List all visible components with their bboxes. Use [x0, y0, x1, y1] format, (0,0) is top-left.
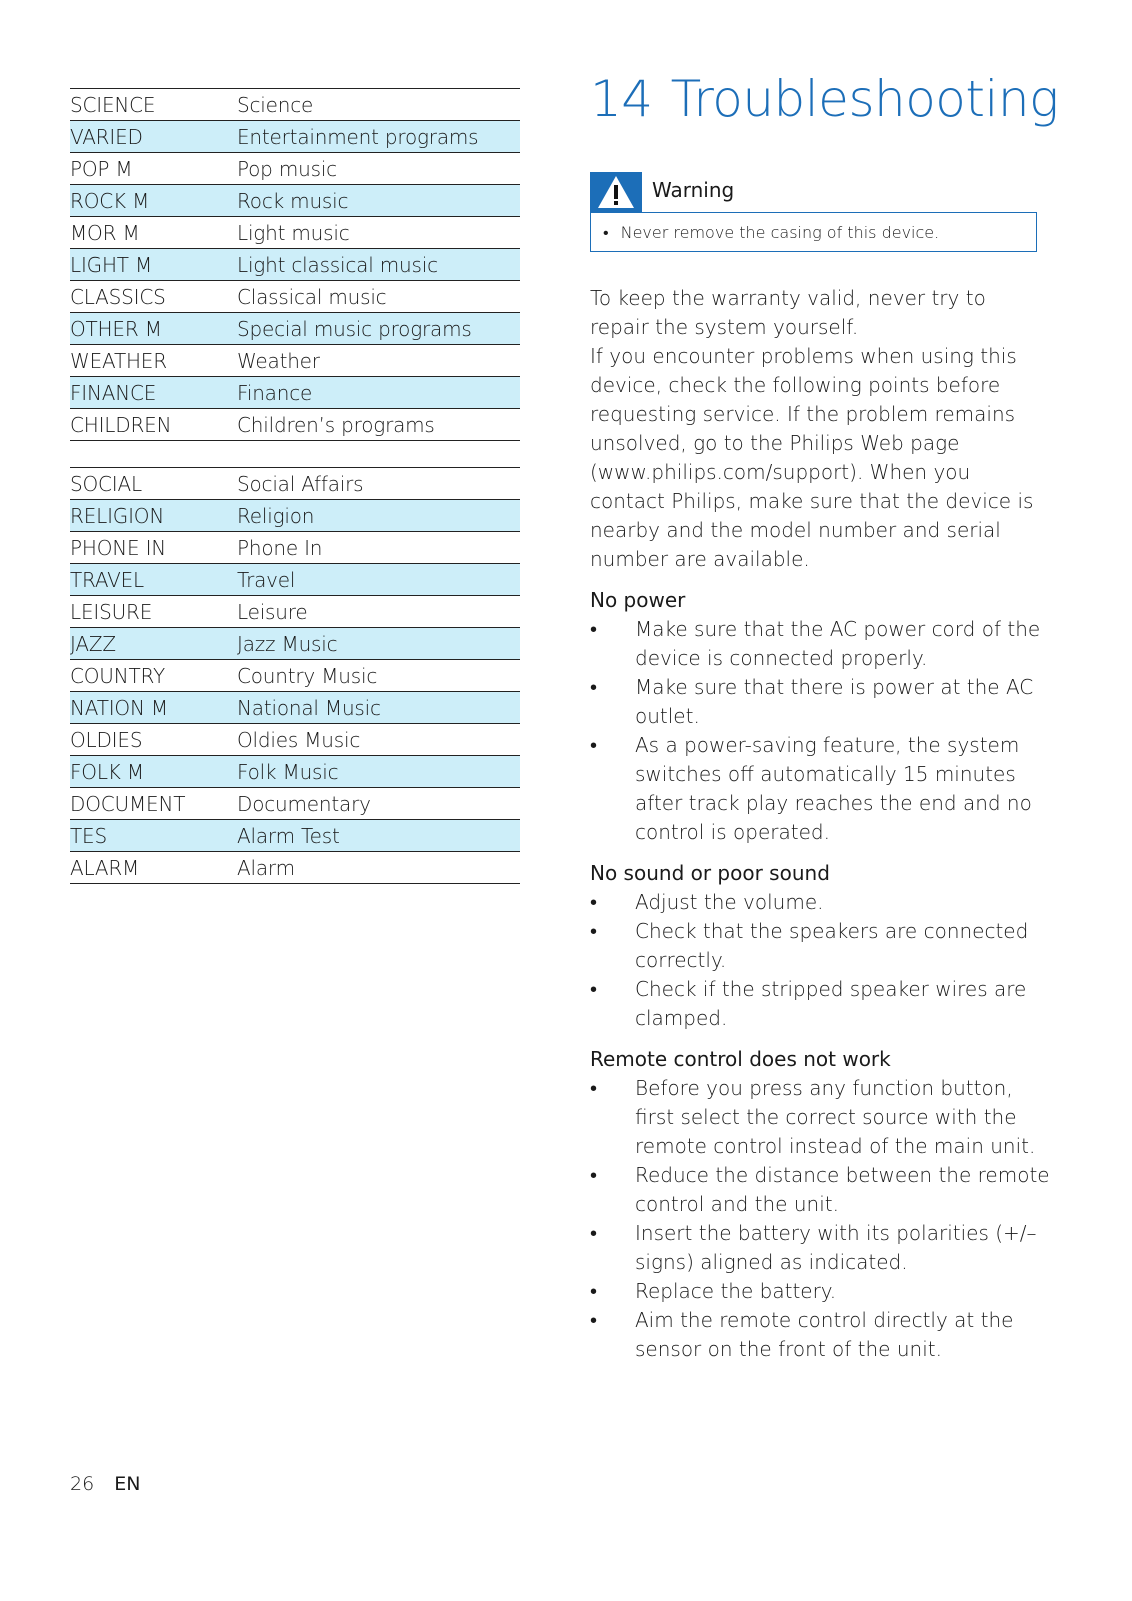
pty-description: Weather — [237, 345, 520, 377]
pty-code: TRAVEL — [70, 564, 237, 596]
list-item: • Insert the battery with its polarities (+/– signs) aligned as indicated. — [590, 1219, 1050, 1277]
page-number: 26 — [70, 1473, 95, 1495]
pty-code: TES — [70, 820, 237, 852]
table-row — [70, 852, 520, 884]
table-row — [70, 377, 520, 409]
chapter-title — [590, 70, 1059, 128]
pty-description: Jazz Music — [237, 628, 520, 660]
intro-paragraph-2: If you encounter problems when using this device, check the following points before requesting service. If the problem remains unsolved, go to the Philips Web page (www.philips.com/support). When you contact Philips, make sure that the device is nearby and the model number and serial number are available. — [590, 344, 1034, 571]
pty-description: Travel — [237, 564, 520, 596]
pty-description: Entertainment programs — [237, 121, 520, 153]
table-row — [70, 185, 520, 217]
table-row — [70, 692, 520, 724]
pty-code: OTHER M — [70, 313, 237, 345]
pty-code: JAZZ — [70, 628, 237, 660]
pty-description: Children’s programs — [237, 409, 520, 441]
intro-text — [590, 284, 1050, 574]
table-row — [70, 788, 520, 820]
table-row — [70, 89, 520, 121]
pty-description: Oldies Music — [237, 724, 520, 756]
list-item: • Replace the battery. — [590, 1277, 1050, 1306]
pty-code: LIGHT M — [70, 249, 237, 281]
pty-code-table — [70, 88, 520, 884]
section-title: No sound or poor sound — [590, 861, 830, 885]
intro-paragraph-1: To keep the warranty valid, never try to repair the system yourself. — [590, 286, 986, 339]
pty-code: NATION M — [70, 692, 237, 724]
pty-code: SOCIAL — [70, 468, 237, 500]
pty-code: FINANCE — [70, 377, 237, 409]
table-row — [70, 121, 520, 153]
pty-code: WEATHER — [70, 345, 237, 377]
pty-description: Religion — [237, 500, 520, 532]
pty-description: Phone In — [237, 532, 520, 564]
chapter-number: 14 — [590, 70, 653, 128]
troubleshooting-sections — [590, 586, 1050, 1364]
warning-triangle-icon — [590, 172, 642, 212]
table-spacer-row — [70, 441, 520, 468]
list-item: • Check if the stripped speaker wires are clamped. — [590, 975, 1050, 1033]
pty-description: Rock music — [237, 185, 520, 217]
warning-header — [590, 172, 1050, 212]
list-item: • Make sure that there is power at the AC outlet. — [590, 673, 1050, 731]
pty-description: Social Affairs — [237, 468, 520, 500]
table-row — [70, 345, 520, 377]
pty-description: Classical music — [237, 281, 520, 313]
pty-code: OLDIES — [70, 724, 237, 756]
table-row — [70, 500, 520, 532]
pty-code: MOR M — [70, 217, 237, 249]
section-bullet-list — [590, 1074, 1050, 1364]
list-item: • Make sure that the AC power cord of the device is connected properly. — [590, 615, 1050, 673]
warning-label: Warning — [652, 178, 735, 202]
pty-code: ROCK M — [70, 185, 237, 217]
section-bullet-list — [590, 615, 1050, 847]
list-item: • Before you press any function button, first select the correct source with the remote control instead of the main unit. — [590, 1074, 1050, 1161]
spacer-cell — [70, 441, 237, 468]
pty-description: Special music programs — [237, 313, 520, 345]
warning-box — [590, 212, 1037, 252]
table-row — [70, 596, 520, 628]
pty-description: Documentary — [237, 788, 520, 820]
table-row — [70, 217, 520, 249]
pty-code: CHILDREN — [70, 409, 237, 441]
pty-code: VARIED — [70, 121, 237, 153]
pty-description: Pop music — [237, 153, 520, 185]
table-row — [70, 532, 520, 564]
warning-item: • Never remove the casing of this device. — [603, 223, 940, 242]
pty-code: CLASSICS — [70, 281, 237, 313]
spacer-cell — [237, 441, 520, 468]
pty-code: PHONE IN — [70, 532, 237, 564]
pty-tables — [70, 88, 520, 884]
pty-code: RELIGION — [70, 500, 237, 532]
table-row — [70, 564, 520, 596]
section-title: No power — [590, 588, 686, 612]
table-row — [70, 628, 520, 660]
pty-code: COUNTRY — [70, 660, 237, 692]
list-item: • As a power-saving feature, the system switches off automatically 15 minutes after track play reaches the end and no control is operated. — [590, 731, 1050, 847]
list-item: • Adjust the volume. — [590, 888, 1050, 917]
table-row — [70, 153, 520, 185]
pty-description: Light music — [237, 217, 520, 249]
pty-description: Finance — [237, 377, 520, 409]
pty-code: DOCUMENT — [70, 788, 237, 820]
pty-description: National Music — [237, 692, 520, 724]
chapter-title-text: Troubleshooting — [670, 70, 1059, 128]
pty-description: Folk Music — [237, 756, 520, 788]
pty-code: ALARM — [70, 852, 237, 884]
pty-description: Leisure — [237, 596, 520, 628]
table-row — [70, 409, 520, 441]
pty-description: Science — [237, 89, 520, 121]
pty-code: LEISURE — [70, 596, 237, 628]
table-row — [70, 468, 520, 500]
table-row — [70, 313, 520, 345]
section-title: Remote control does not work — [590, 1047, 891, 1071]
list-item: • Reduce the distance between the remote control and the unit. — [590, 1161, 1050, 1219]
pty-description: Country Music — [237, 660, 520, 692]
pty-description: Alarm — [237, 852, 520, 884]
pty-code: POP M — [70, 153, 237, 185]
list-item: • Check that the speakers are connected correctly. — [590, 917, 1050, 975]
language-code: EN — [114, 1473, 141, 1495]
pty-description: Alarm Test — [237, 820, 520, 852]
table-row — [70, 724, 520, 756]
pty-description: Light classical music — [237, 249, 520, 281]
list-item: • Aim the remote control directly at the sensor on the front of the unit. — [590, 1306, 1050, 1364]
section-bullet-list — [590, 888, 1050, 1033]
table-row — [70, 249, 520, 281]
table-row — [70, 820, 520, 852]
warning-item-text: Never remove the casing of this device. — [620, 223, 940, 242]
table-row — [70, 281, 520, 313]
pty-code: FOLK M — [70, 756, 237, 788]
table-row — [70, 756, 520, 788]
page-footer — [70, 1473, 140, 1495]
table-row — [70, 660, 520, 692]
troubleshooting-column — [590, 70, 1059, 1364]
pty-code: SCIENCE — [70, 89, 237, 121]
